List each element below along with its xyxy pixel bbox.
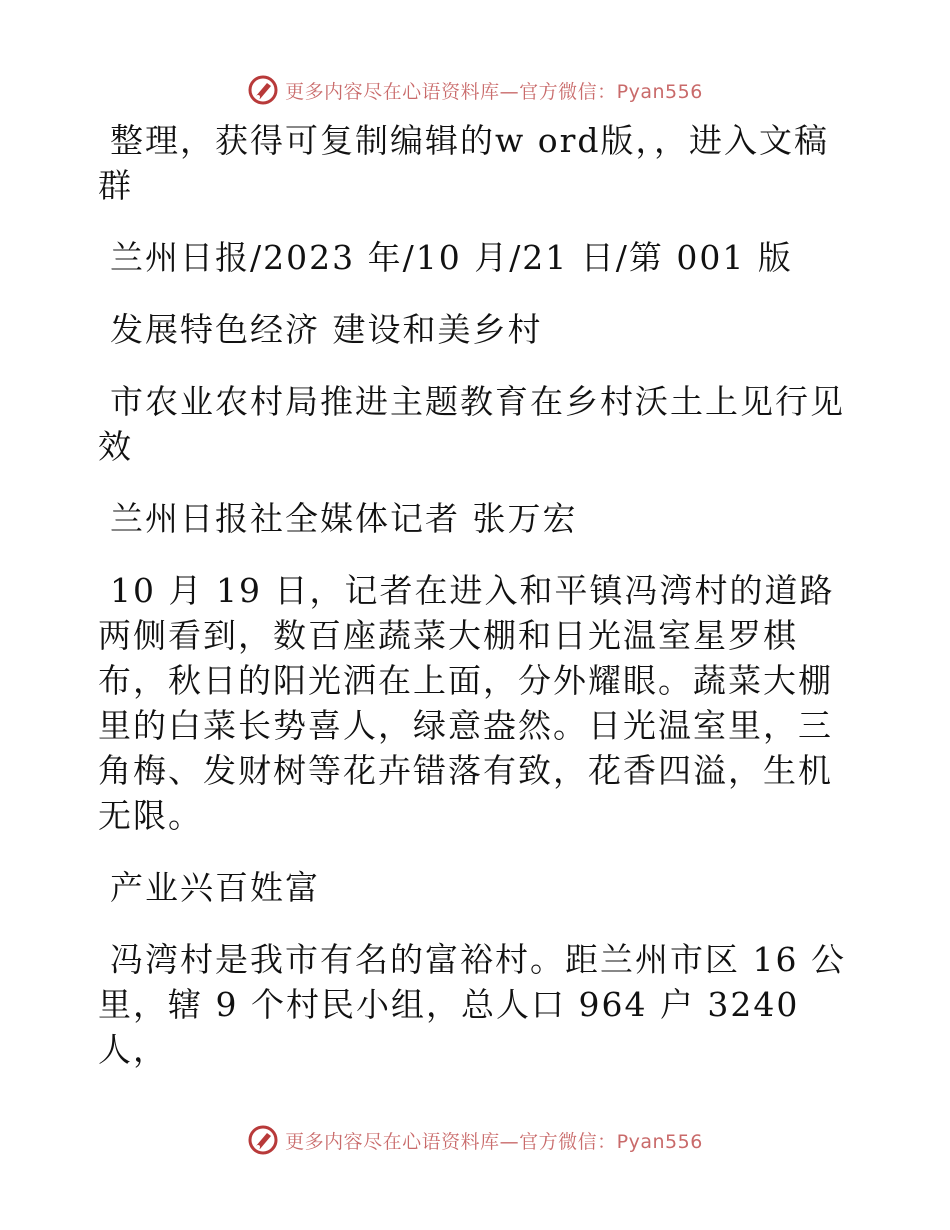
intro-paragraph: 整理，获得可复制编辑的w ord版，，进入文稿群: [98, 121, 830, 205]
watermark-text: 更多内容尽在心语资料库—官方微信：Pyan556: [285, 80, 703, 103]
header-watermark: [0, 70, 950, 110]
footer-watermark: [0, 1120, 950, 1160]
source-line: 兰州日报/2023 年/10 月/21 日/第 001 版: [110, 238, 793, 277]
pen-logo-icon: [247, 74, 279, 106]
pen-logo-icon: [247, 1124, 279, 1156]
section-heading: 产业兴百姓富: [110, 868, 320, 907]
body-paragraph: 冯湾村是我市有名的富裕村。距兰州市区 16 公里，辖 9 个村民小组，总人口 964 户 3240 人，: [98, 940, 846, 1069]
article-subtitle: 市农业农村局推进主题教育在乡村沃土上见行见效: [98, 382, 845, 466]
body-paragraph: 10 月 19 日，记者在进入和平镇冯湾村的道路两侧看到，数百座蔬菜大棚和日光温室星罗棋布，秋日的阳光洒在上面，分外耀眼。蔬菜大棚里的白菜长势喜人，绿意盎然。日光温室里，三角梅、发财树等花卉错落有致，花香四溢，生机无限。: [98, 571, 835, 835]
watermark-text: 更多内容尽在心语资料库—官方微信：Pyan556: [285, 1130, 703, 1153]
article-title: 发展特色经济 建设和美乡村: [110, 310, 543, 349]
byline: 兰州日报社全媒体记者 张万宏: [110, 499, 578, 538]
article-body: [98, 118, 850, 1072]
